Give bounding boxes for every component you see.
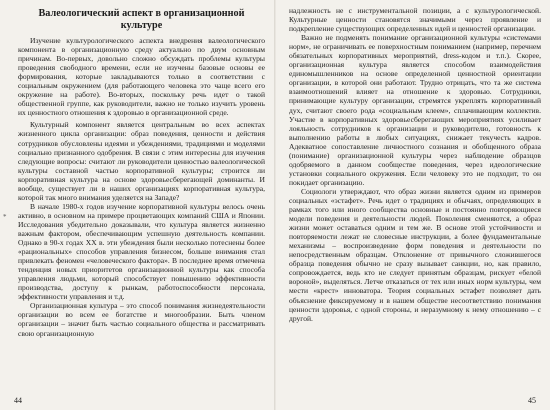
right-paragraph-1: надлежность не с инструментальной позиции, а с культурологической. Культурные ценности становятся значимыми через проявление и подкрепление существующих определенных идей и ценностей организации. bbox=[289, 6, 541, 34]
right-paragraph-3: Социологи утверждают, что образ жизни является одним из примеров социальных «эстафет». Речь идет о традициях и обычаях, определяющих в рамках того или иного сообщества основные и постоянно повторяющиеся модели поведения и деятельности людей. Поколения сменяются, а образ жизни может оставаться одним и тем же. В основе этой устойчивости и повторяемости лежат не словесные инструкции, а более фундаментальные механизмы – воспроизведение форм поведения и деятельности по непосредственным образцам. Отклонение от привычного сложившегося образца поведения обычно не сразу вызывает санкции, но, как правило, сопровождается, ведь кто не следует принятым образцам, рискует «белой вороной», выделяться. Летче отказаться от тех или иных норм культуры, чем мести «крест» инноватора. Теория социальных эстафет позволяет дать объяснение фиксируемому и в нашем обществе несоответствию понимания ценности здоровья, с одной стороны, и неразумному к нему отношению – с другой. bbox=[289, 186, 541, 323]
right-page bbox=[275, 0, 550, 410]
section-heading: Валеологический аспект в организационной культуре bbox=[38, 8, 245, 31]
right-paragraph-2: Важно не подменять понимание организационной культуры «системами норм», не ограничивать ее поверхностным пониманием (например, перечнем обязательных корпоративных мероприятий, dress-кодом и т.п.). Скорее, организационная культура является способом взаимодействия единомышленников на основе определенной ценностной ориентации организации, в которой они работают. Трудно отрицать, что та же система взаимоотношений влияет на отношение к здоровью. Сотрудники, принимающие культуру организации, стремятся укреплять корпоративный дух, считают своего рода «социальным клеем», сплачивающим коллектив. Участие в корпоративных здоровьесберегающих мероприятиях усиливает лояльность сотрудников к организации и руководителю, готовность к выполнению работы в любых ситуациях, снижает текучесть кадров. Адекватное сопоставление личностного сознания и обобщенного образа (понимание) организационной культуры через наблюдение образцов одобряемого в данном сообществе поведения, через идеологические установки социального окружения. Если человеку это не подходит, то он покидает организацию. bbox=[289, 33, 541, 187]
margin-mark: * bbox=[3, 213, 7, 221]
left-paragraph-4: Организационная культура – это способ понимания жизнедеятельности организации во всем ее богатстве и многообразии. Быть членом организации – значит быть частью социального общества и рассматривать свою организационную bbox=[18, 301, 265, 338]
left-paragraph-1: Изучение культурологического аспекта внедрения валеологического компонента в организационную среду актуально по двум основным причинам. Во-первых, довольно сложно обсуждать проблемы культуры проведения свободного времени, если не изучены базовые основы ее формирования, которые закладываются только в соответствии с социальным окружением (для работающего человека это чаще всего его окружение на работе). Во-вторых, поскольку речь идет о такой общественной группе, как руководители, важно не только изучить уровень их ценностного отношения к здоровью в организационной среде. bbox=[18, 36, 265, 118]
left-paragraph-3: В начале 1980-х годов изучение корпоративной культуры велось очень активно, в основном на примере процветающих компаний США и Японии. Исследования убедительно доказывали, что культура является жизненно важным фактором, обеспечивающим успешную деятельность компании. Однако в 90-х годах XX в. эти убеждения были несколько потеснены более «рациональных» способов управления бизнесом, больше внимания стал привлекать феномен «человеческого фактора». В последнее время отмечена тенденция новых приоритетов организационной культуры как способа управления людьми, который способствует повышению эффективности производства, доступу к рынкам, работоспособности персонала, эффективности управления и т.д. bbox=[18, 201, 265, 302]
page-number-left: 44 bbox=[14, 396, 22, 405]
page-number-right: 45 bbox=[528, 396, 536, 405]
left-paragraph-2: Культурный компонент является центральным во всех аспектах жизненного цикла организации: образ поведения, ценности и действия сотрудников обусловлены идеями и убеждениями, традициями и моделями социально признанного одобрения. В связи с этим интересны для изучения следующие вопросы: считают ли руководители ценностью валеологической культуры составной частью корпоративной культуры; строится ли корпоративная культура на основе здоровьесберегающей доминанты. И вообще, существует ли в наших организациях корпоративная культура, которой так много внимания уделяется на Западе? bbox=[18, 120, 265, 202]
